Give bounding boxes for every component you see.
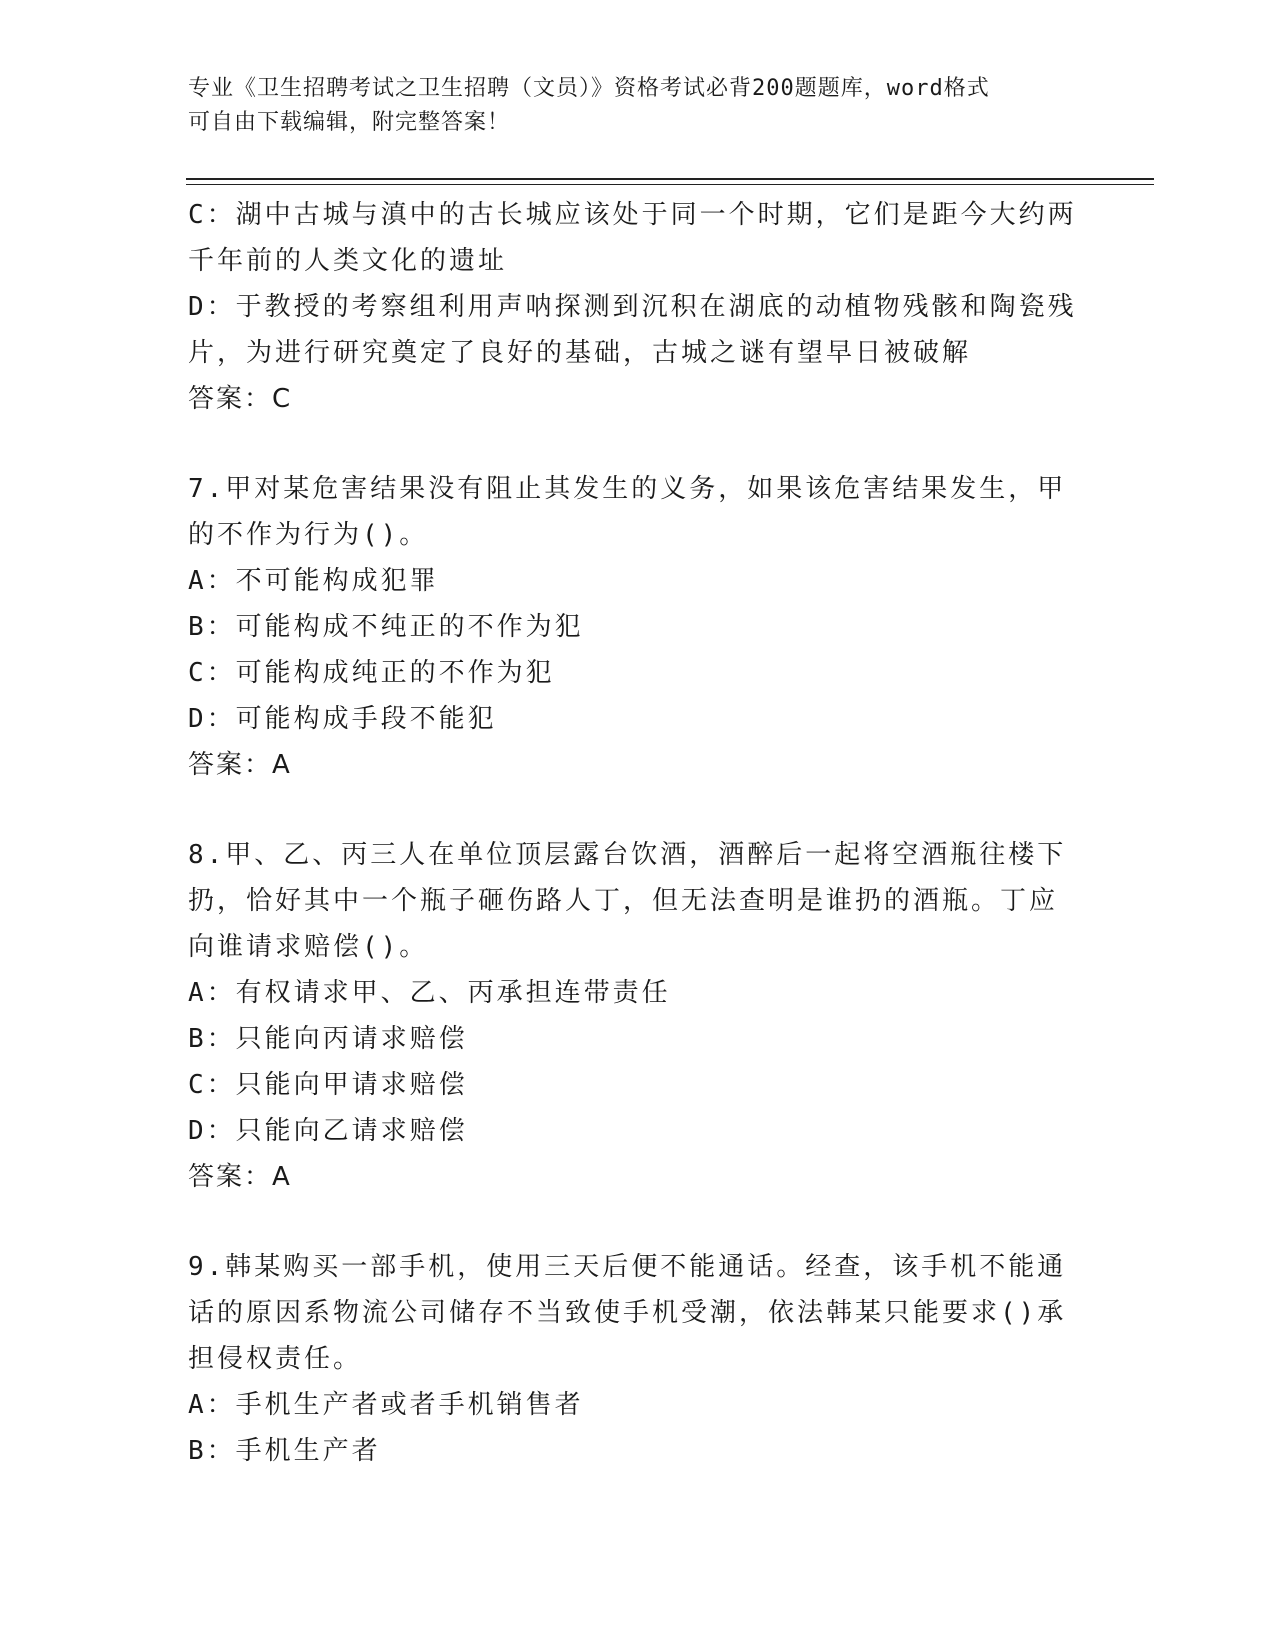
header-divider-thick: [186, 178, 1154, 180]
question-stem-line-3: 担侵权责任。: [188, 1344, 363, 1374]
answer: 答案：A: [188, 750, 292, 780]
option-c: C：可能构成纯正的不作为犯: [188, 658, 555, 688]
question-6-tail: [188, 192, 1088, 422]
header-title-line-2: 可自由下载编辑，附完整答案！: [188, 110, 511, 135]
option-d-line-1: D：于教授的考察组利用声呐探测到沉积在湖底的动植物残骸和陶瓷残: [188, 292, 1077, 322]
question-stem-line-1: 9.韩某购买一部手机，使用三天后便不能通话。经查，该手机不能通: [188, 1252, 1067, 1282]
question-9: [188, 1244, 1088, 1474]
question-stem-line-2: 扔，恰好其中一个瓶子砸伤路人丁，但无法查明是谁扔的酒瓶。丁应: [188, 886, 1059, 916]
answer: 答案：C: [188, 384, 293, 414]
question-8: [188, 832, 1088, 1200]
option-b: B：只能向丙请求赔偿: [188, 1024, 468, 1054]
option-c-line-1: C：湖中古城与滇中的古长城应该处于同一个时期，它们是距今大约两: [188, 200, 1077, 230]
question-stem-line-1: 8.甲、乙、丙三人在单位顶层露台饮酒，酒醉后一起将空酒瓶往楼下: [188, 840, 1067, 870]
option-a: A：有权请求甲、乙、丙承担连带责任: [188, 978, 671, 1008]
option-d-line-2: 片，为进行研究奠定了良好的基础，古城之谜有望早日被破解: [188, 338, 972, 368]
option-d: D：只能向乙请求赔偿: [188, 1116, 468, 1146]
question-stem-line-1: 7.甲对某危害结果没有阻止其发生的义务，如果该危害结果发生，甲: [188, 474, 1067, 504]
option-c-line-2: 千年前的人类文化的遗址: [188, 246, 508, 276]
question-stem-line-3: 向谁请求赔偿()。: [188, 932, 429, 962]
option-d: D：可能构成手段不能犯: [188, 704, 497, 734]
answer: 答案：A: [188, 1162, 292, 1192]
header-title-line-1: 专业《卫生招聘考试之卫生招聘（文员）》资格考试必背200题题库，word格式: [188, 76, 990, 101]
option-a: A：手机生产者或者手机销售者: [188, 1390, 584, 1420]
document-header: [188, 72, 1088, 140]
question-stem-line-2: 的不作为行为()。: [188, 520, 429, 550]
question-7: [188, 466, 1088, 788]
document-body: [188, 192, 1088, 1474]
question-stem-line-2: 话的原因系物流公司储存不当致使手机受潮，依法韩某只能要求()承: [188, 1298, 1067, 1328]
option-b: B：手机生产者: [188, 1436, 381, 1466]
option-c: C：只能向甲请求赔偿: [188, 1070, 468, 1100]
option-a: A：不可能构成犯罪: [188, 566, 439, 596]
header-divider-thin: [186, 184, 1154, 185]
option-b: B：可能构成不纯正的不作为犯: [188, 612, 584, 642]
